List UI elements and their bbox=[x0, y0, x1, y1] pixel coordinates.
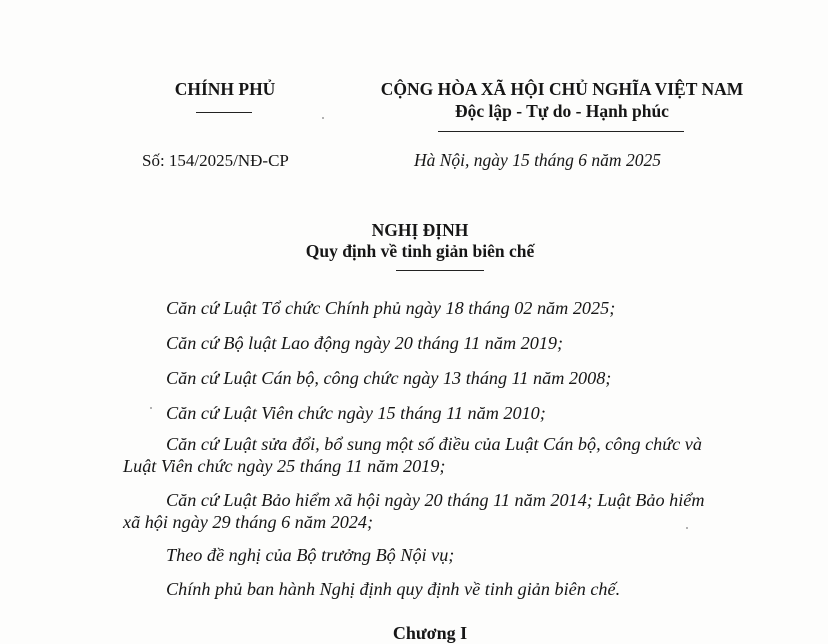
place-and-date: Hà Nội, ngày 15 tháng 6 năm 2025 bbox=[414, 150, 661, 170]
scan-speck bbox=[322, 117, 324, 119]
national-motto: Độc lập - Tự do - Hạnh phúc bbox=[455, 101, 669, 121]
agency-underline bbox=[196, 112, 252, 113]
citation-line: Căn cứ Luật Tổ chức Chính phủ ngày 18 tháng 02 năm 2025; bbox=[166, 298, 616, 318]
citation-line: Căn cứ Luật Cán bộ, công chức ngày 13 tháng 11 năm 2008; bbox=[166, 368, 612, 388]
citation-line: Căn cứ Luật Bảo hiểm xã hội ngày 20 tháng 11 năm 2014; Luật Bảo hiểm bbox=[166, 490, 705, 510]
title-underline bbox=[396, 270, 484, 271]
citation-line-continued: Luật Viên chức ngày 25 tháng 11 năm 2019; bbox=[123, 456, 446, 476]
citation-line: Căn cứ Luật sửa đổi, bổ sung một số điều của Luật Cán bộ, công chức và bbox=[166, 434, 702, 454]
citation-line: Căn cứ Bộ luật Lao động ngày 20 tháng 11 năm 2019; bbox=[166, 333, 564, 353]
promulgation-line: Chính phủ ban hành Nghị định quy định về tinh giản biên chế. bbox=[166, 579, 621, 599]
document-number: Số: 154/2025/NĐ-CP bbox=[142, 151, 289, 170]
scan-speck bbox=[686, 527, 688, 529]
citation-line-continued: xã hội ngày 29 tháng 6 năm 2024; bbox=[123, 512, 374, 532]
proposal-line: Theo đề nghị của Bộ trưởng Bộ Nội vụ; bbox=[166, 545, 455, 565]
issuing-agency: CHÍNH PHỦ bbox=[174, 79, 276, 99]
chapter-heading: Chương I bbox=[392, 623, 468, 643]
scan-speck bbox=[150, 407, 152, 409]
national-title: CỘNG HÒA XÃ HỘI CHỦ NGHĨA VIỆT NAM bbox=[380, 79, 744, 99]
document-type-title: NGHỊ ĐỊNH bbox=[371, 220, 469, 240]
motto-underline bbox=[438, 131, 684, 132]
document-subject: Quy định về tinh giản biên chế bbox=[305, 241, 535, 261]
citation-line: Căn cứ Luật Viên chức ngày 15 tháng 11 năm 2010; bbox=[166, 403, 546, 423]
